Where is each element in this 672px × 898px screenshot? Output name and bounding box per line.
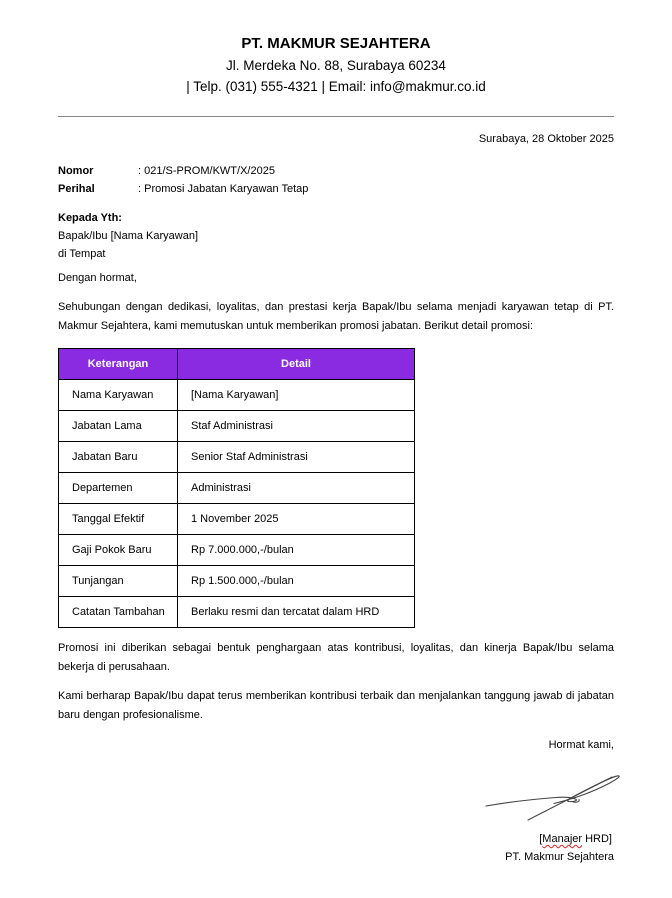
row-label: Departemen (59, 473, 178, 504)
recipient-block (58, 209, 614, 263)
signer-company: PT. Makmur Sejahtera (505, 851, 614, 863)
appreciation-paragraph: Promosi ini diberikan sebagai bentuk penghargaan atas kontribusi, loyalitas, dan kinerja Bapak/Ibu selama bekerja di perusahaan. (58, 642, 614, 673)
signer-bracket-close: HRD] (582, 833, 612, 845)
table-header-row (59, 349, 415, 380)
perihal-value: : Promosi Jabatan Karyawan Tetap (138, 183, 309, 195)
row-value: Rp 1.500.000,-/bulan (178, 566, 415, 597)
perihal-label: Perihal (58, 183, 95, 195)
letter-meta (58, 162, 614, 198)
perihal-row (58, 180, 614, 198)
row-value: Senior Staf Administrasi (178, 442, 415, 473)
promotion-table (58, 348, 415, 628)
nomor-label: Nomor (58, 165, 94, 177)
recipient-name: Bapak/Ibu [Nama Karyawan] (58, 230, 199, 242)
table-row (59, 473, 415, 504)
signature-scribble (484, 768, 622, 824)
row-value: Rp 7.000.000,-/bulan (178, 535, 415, 566)
table-row (59, 411, 415, 442)
letterhead (58, 33, 614, 97)
signer-word: Manajer (542, 833, 583, 845)
row-value: Berlaku resmi dan tercatat dalam HRD (178, 597, 415, 628)
recipient-location: di Tempat (58, 248, 106, 260)
table-row (59, 504, 415, 535)
date-line: Surabaya, 28 Oktober 2025 (478, 133, 614, 145)
closing-salute: Hormat kami, (548, 739, 614, 751)
company-address: Jl. Merdeka No. 88, Surabaya 60234 (226, 58, 446, 73)
signature-area (58, 768, 614, 830)
table-row (59, 442, 415, 473)
intro-paragraph: Sehubungan dengan dedikasi, loyalitas, dan prestasi kerja Bapak/Ibu selama menjadi karyawan tetap di PT. Makmur Sejahtera, kami memutuskan untuk memberikan promosi jabatan. Berikut detail promosi: (58, 301, 614, 332)
table-header-detail: Detail (178, 349, 415, 380)
table-row (59, 566, 415, 597)
signer-bracket-open: [ (539, 833, 543, 845)
company-name: PT. MAKMUR SEJAHTERA (241, 35, 431, 52)
row-label: Tanggal Efektif (59, 504, 178, 535)
row-label: Jabatan Lama (59, 411, 178, 442)
hope-paragraph: Kami berharap Bapak/Ibu dapat terus memberikan kontribusi terbaik dan menjalankan tanggung jawab di jabatan baru dengan profesionalisme. (58, 690, 614, 721)
signer-title (58, 830, 614, 848)
nomor-value: : 021/S-PROM/KWT/X/2025 (138, 165, 275, 177)
row-label: Tunjangan (59, 566, 178, 597)
salutation: Dengan hormat, (58, 272, 137, 284)
recipient-heading: Kepada Yth: (58, 212, 122, 224)
company-contact: | Telp. (031) 555-4321 | Email: info@makmur.co.id (186, 79, 486, 94)
row-label: Nama Karyawan (59, 380, 178, 411)
row-value: Staf Administrasi (178, 411, 415, 442)
table-header-keterangan: Keterangan (59, 349, 178, 380)
row-label: Catatan Tambahan (59, 597, 178, 628)
row-value: 1 November 2025 (178, 504, 415, 535)
table-row (59, 597, 415, 628)
row-value: Administrasi (178, 473, 415, 504)
row-label: Gaji Pokok Baru (59, 535, 178, 566)
header-divider (58, 116, 614, 117)
nomor-row (58, 162, 614, 180)
row-label: Jabatan Baru (59, 442, 178, 473)
row-value: [Nama Karyawan] (178, 380, 415, 411)
table-row (59, 380, 415, 411)
table-row (59, 535, 415, 566)
signer-block (58, 830, 614, 866)
